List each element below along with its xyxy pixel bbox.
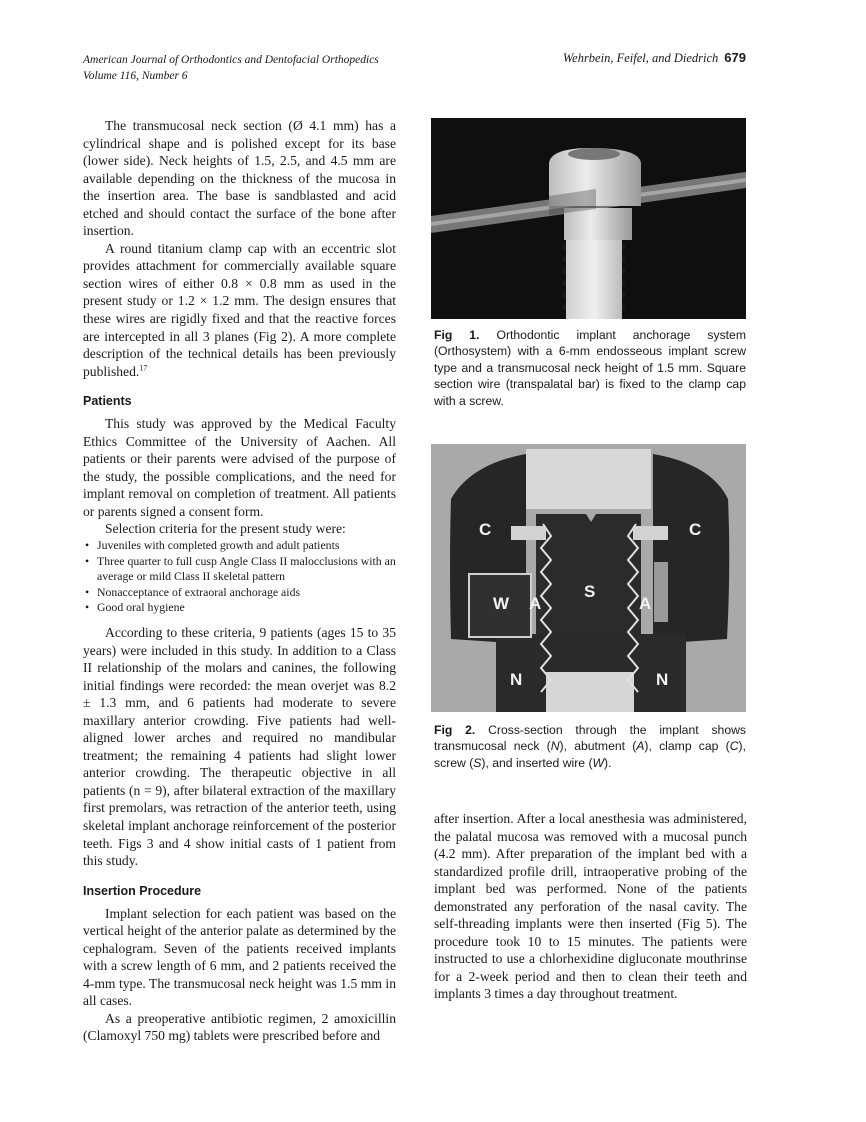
paragraph: after insertion. After a local anesthesia was administered, the palatal mucosa was removed with a mucosal punch (4.2 mm). After preparation of the implant bed with a standardized profile drill, intraoperative probing of the implant bed was performed. None of the patients demonstrated any perforation of the nasal cavity. The self-threading implants were then inserted (Fig 5). The procedure took 10 to 15 minutes. The patients were instructed to use a chlorhexidine digluconate mouthrinse for a 2-week period and then to clean their teeth and implants 3 times a day throughout treatment.: [434, 811, 747, 1002]
caption-symbol: N: [550, 739, 560, 754]
caption-symbol: C: [729, 739, 739, 754]
label-neck-left: N: [510, 670, 523, 689]
reference-superscript: 17: [139, 363, 148, 373]
left-column: [83, 117, 396, 1045]
paragraph: Implant selection for each patient was based on the vertical height of the anterior palate as determined by the cephalogram. Seven of the patients received implants with a screw length of 6 mm, and 2 patients received the 4-mm type. The transmucosal neck height was 1.5 mm in all cases.: [83, 905, 396, 1009]
label-abutment-left: A: [529, 594, 542, 613]
list-item: • Juveniles with completed growth and adult patients: [83, 538, 396, 554]
caption-symbol: W: [592, 755, 605, 770]
list-item: • Good oral hygiene: [83, 600, 396, 616]
cross-section-diagram: [431, 444, 746, 712]
caption-text: ), screw (: [434, 739, 746, 770]
figure-1-label: Fig 1.: [434, 328, 480, 342]
paragraph: [83, 240, 396, 380]
running-header-left: [83, 52, 379, 84]
caption-text: ).: [604, 755, 612, 770]
caption-text: ), abutment (: [559, 739, 637, 754]
implant-photo: [431, 118, 746, 319]
label-clamp-cap-left: C: [479, 520, 492, 539]
figure-2-caption: [434, 722, 746, 771]
volume-number: Volume 116, Number 6: [83, 70, 188, 82]
list-item: • Nonacceptance of extraoral anchorage aids: [83, 585, 396, 601]
section-heading-patients: Patients: [83, 394, 132, 409]
figure-1-image: [431, 118, 746, 319]
caption-symbol: S: [473, 755, 482, 770]
paragraph: Selection criteria for the present study were:: [105, 521, 346, 537]
figure-2-label: Fig 2.: [434, 723, 476, 737]
running-header-right: [563, 50, 746, 66]
caption-text: ), and inserted wire (: [481, 755, 593, 770]
label-wire: W: [493, 594, 510, 613]
right-column: [434, 810, 747, 1003]
page-number: 679: [724, 50, 746, 65]
label-screw: S: [584, 582, 596, 601]
caption-text: ), clamp cap (: [644, 739, 730, 754]
selection-criteria-list: [83, 538, 396, 616]
paragraph: As a preoperative antibiotic regimen, 2 amoxicillin (Clamoxyl 750 mg) tablets were prescribed before and: [83, 1010, 396, 1044]
paragraph: According to these criteria, 9 patients (ages 15 to 35 years) were included in this study. In addition to a Class II relationship of the molars and canines, the following initial findings were recorded: the mean overjet was 8.2 ± 1.3 mm, and 6 patients had moderate to severe maxillary anterior crowding. Five patients had well-aligned lower arches and required no mandibular treatment; the remaining 4 patients had slight lower anterior crowding. The therapeutic objective in all patients (n = 9), after bilateral extraction of the maxillary first premolars, was retraction of the anterior teeth, using skeletal implant anchorage reinforcement of the posterior teeth. Figs 3 and 4 show initial casts of 1 patient from this study.: [83, 625, 396, 869]
label-abutment-right: A: [639, 594, 652, 613]
label-clamp-cap-right: C: [689, 520, 702, 539]
figure-2-image: [431, 444, 746, 712]
paragraph: The transmucosal neck section (Ø 4.1 mm) has a cylindrical shape and is polished except for its base (lower side). Neck heights of 1.5, 2.5, and 4.5 mm are available depending on the thickness of the mucosa in the insertion area. The base is sandblasted and acid etched and should contact the surface of the bone after insertion.: [83, 118, 396, 239]
journal-title: American Journal of Orthodontics and Dentofacial Orthopedics: [83, 54, 379, 66]
authors: Wehrbein, Feifel, and Diedrich: [562, 51, 719, 65]
paragraph: This study was approved by the Medical Faculty Ethics Committee of the University of Aachen. All patients or their parents were advised of the purpose of the study, the possible complications, and the need for implant removal on completion of treatment. All patients or parents signed a consent form.: [83, 416, 396, 519]
list-item: • Three quarter to full cusp Angle Class II malocclusions with an average or mild Class II skeletal pattern: [83, 554, 396, 585]
section-heading-insertion: Insertion Procedure: [83, 883, 202, 898]
paragraph-text: A round titanium clamp cap with an eccentric slot provides attachment for commercially available square section wires of either 0.8 × 0.8 mm as used in the present study or 1.2 × 1.2 mm. The design ensures that these wires are rigidly fixed and that the reactive forces are intercepted in all 3 planes (Fig 2). A more complete description of the technical details has been previously published.: [83, 240, 396, 379]
caption-symbol: A: [636, 739, 645, 754]
label-neck-right: N: [656, 670, 669, 689]
caption-text: Cross-section through the implant shows transmucosal neck (: [434, 723, 746, 754]
figure-1-caption-text: Orthodontic implant anchorage system (Orthosystem) with a 6-mm endosseous implant screw type and a transmucosal neck height of 1.5 mm. Square section wire (transpalatal bar) is fixed to the clamp cap with a screw.: [434, 328, 746, 408]
figure-1-caption: [434, 327, 746, 409]
